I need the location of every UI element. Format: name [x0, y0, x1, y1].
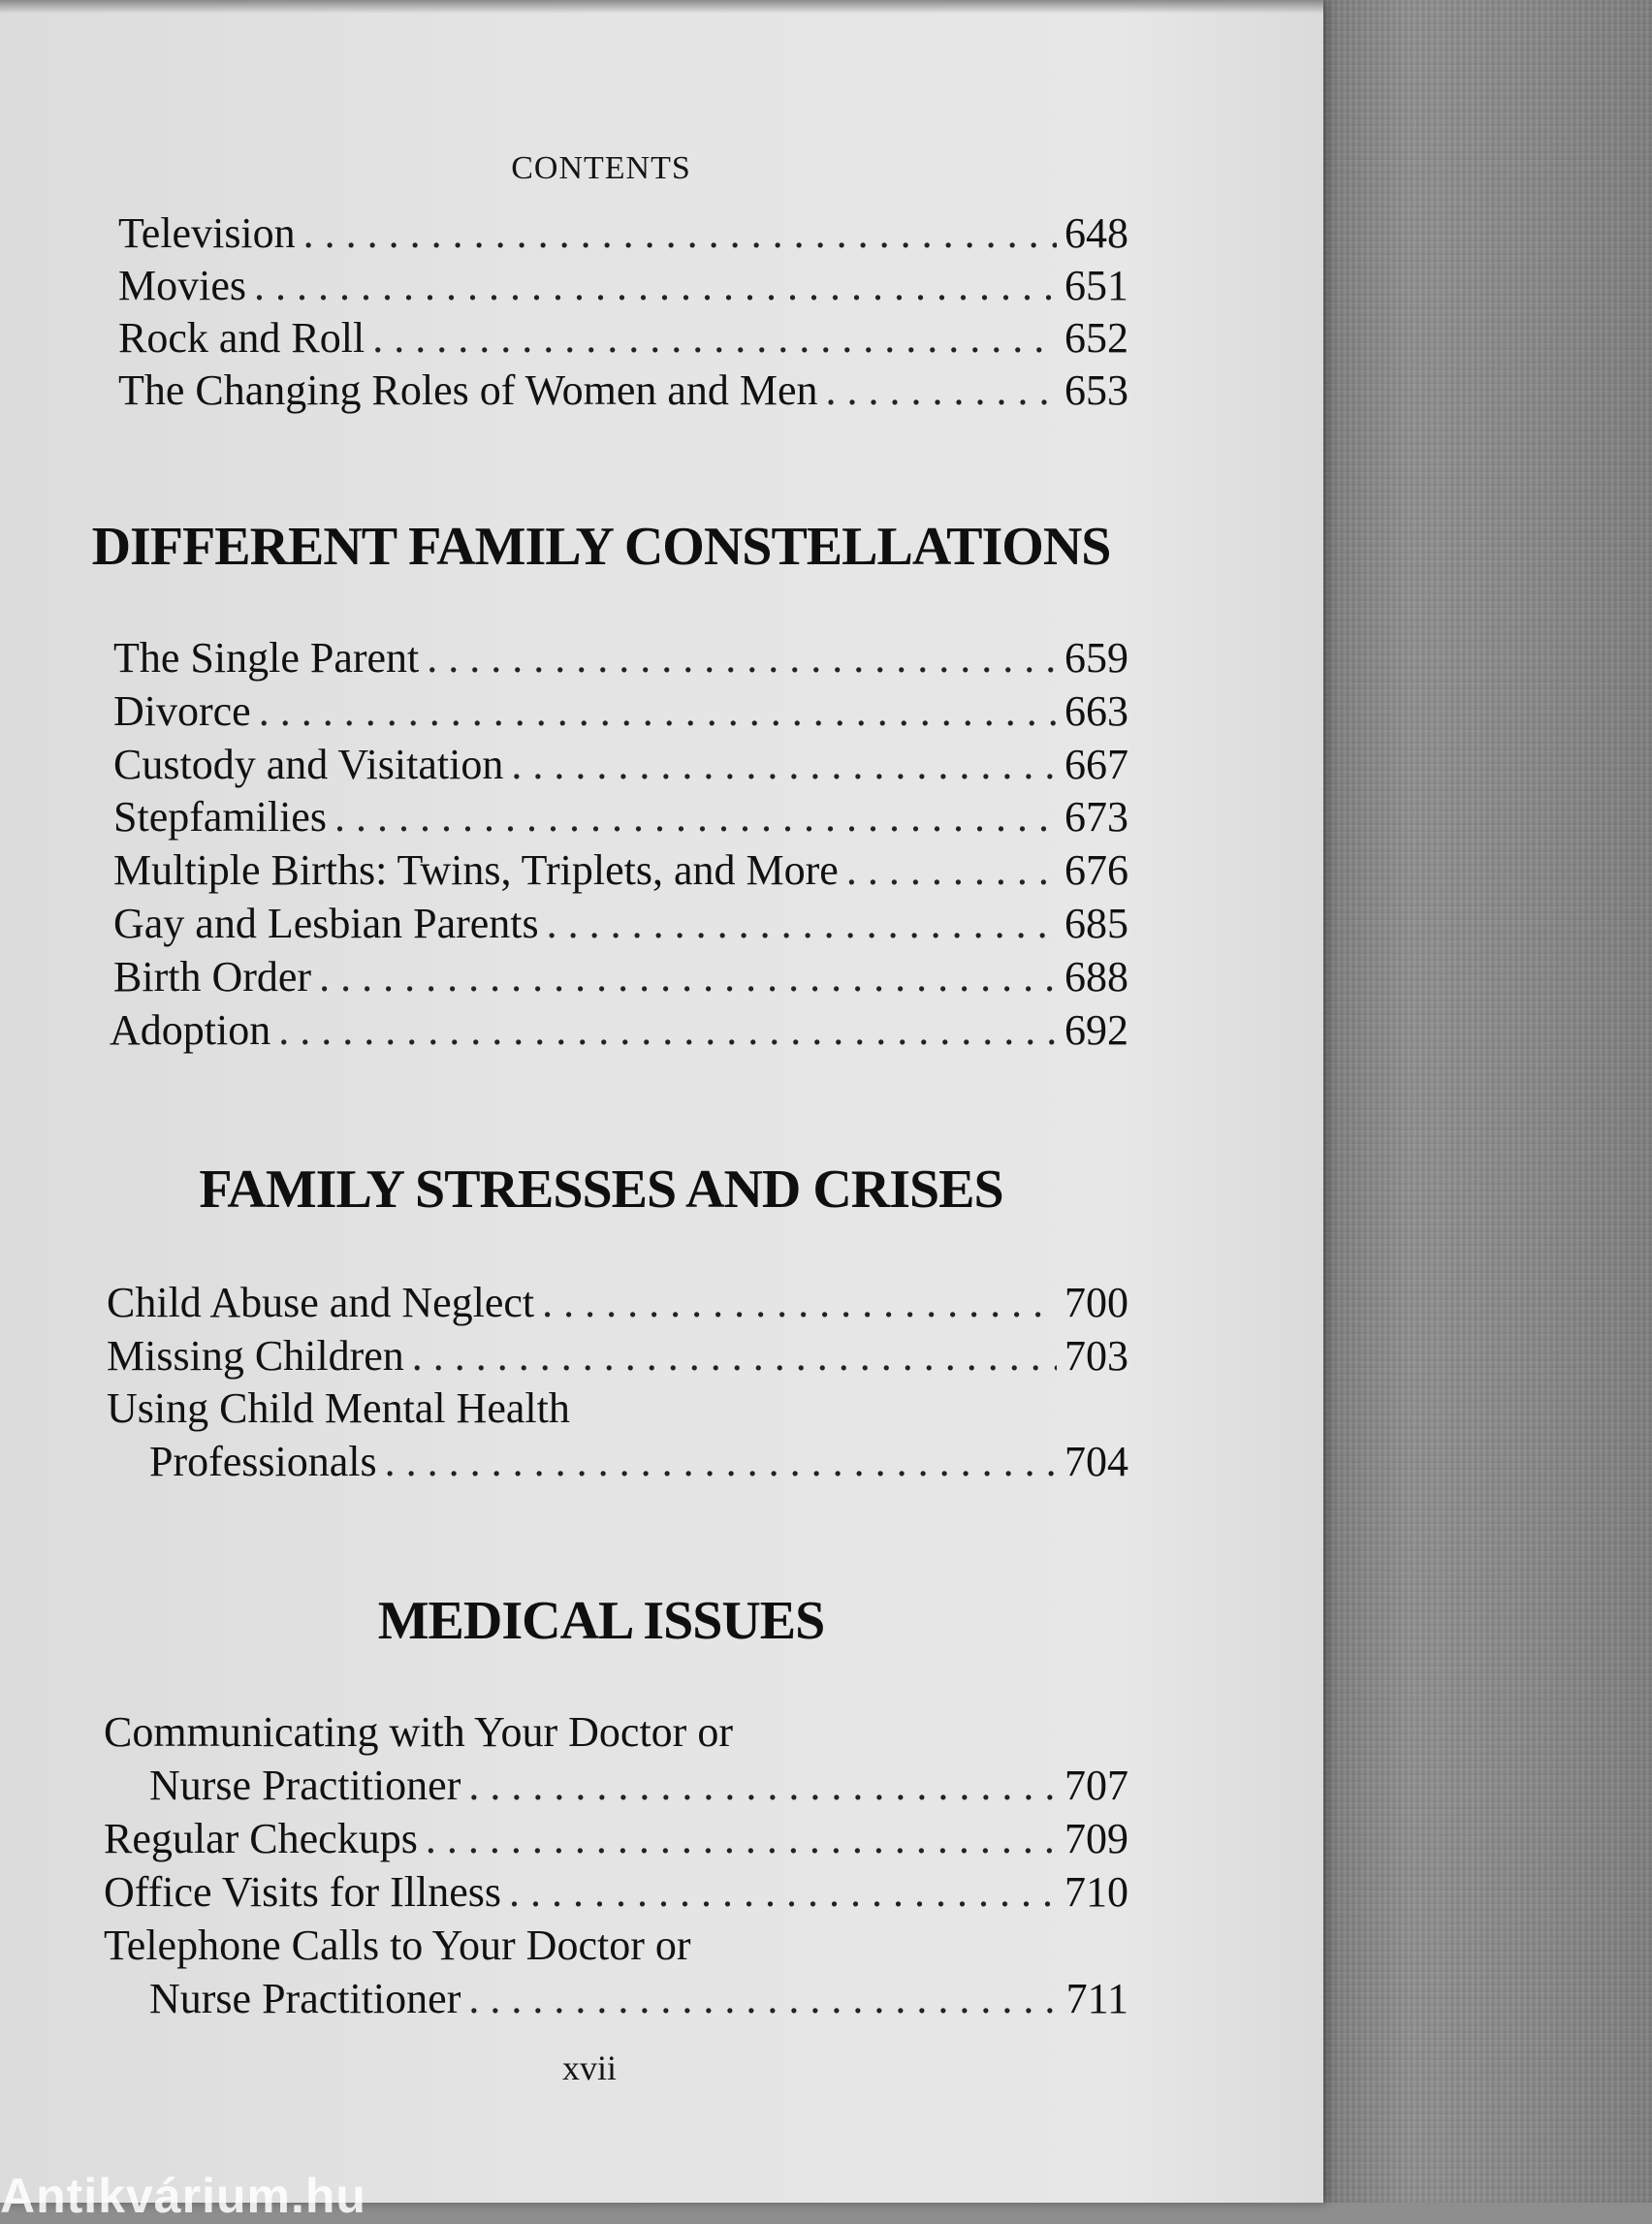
dot-leader — [254, 261, 1057, 310]
toc-entry-title: Professionals — [149, 1438, 377, 1485]
toc-entry-page: 652 — [1064, 314, 1128, 362]
dot-leader — [259, 686, 1057, 736]
toc-entry-page: 667 — [1064, 741, 1128, 788]
toc-entry-title: Regular Checkups — [104, 1815, 418, 1862]
toc-entry-telephone-line1: Telephone Calls to Your Doctor or — [104, 1922, 691, 1969]
dot-leader — [511, 740, 1057, 789]
toc-entry-page: 707 — [1064, 1762, 1128, 1809]
toc-entry-gay-lesbian-parents — [113, 899, 1128, 951]
toc-entry-communicating-line1: Communicating with Your Doctor or — [104, 1708, 733, 1756]
toc-entry-custody — [113, 740, 1128, 792]
section-title-medical-issues: MEDICAL ISSUES — [377, 1591, 825, 1651]
toc-entry-page: 659 — [1064, 634, 1128, 682]
toc-entry-page: 692 — [1064, 1006, 1128, 1054]
toc-entry-missing-children — [107, 1331, 1128, 1383]
toc-entry-title: Office Visits for Illness — [104, 1868, 502, 1916]
toc-entry-telephone — [149, 1974, 1128, 2026]
toc-entry-office-visits — [104, 1867, 1128, 1920]
toc-entry-title: The Changing Roles of Women and Men — [118, 366, 818, 414]
dot-leader — [427, 633, 1057, 683]
dot-leader — [412, 1331, 1057, 1381]
toc-entry-regular-checkups — [104, 1814, 1128, 1866]
toc-entry-title: Child Abuse and Neglect — [107, 1279, 535, 1326]
dot-leader — [547, 899, 1057, 948]
dot-leader — [426, 1814, 1057, 1863]
dot-leader — [334, 792, 1057, 842]
dot-leader — [385, 1437, 1057, 1486]
toc-entry-title: Stepfamilies — [113, 793, 327, 841]
toc-entry-page: 673 — [1064, 793, 1128, 841]
page-folio: xvii — [561, 2049, 617, 2087]
section-title-family-stresses: FAMILY STRESSES AND CRISES — [199, 1160, 1003, 1220]
dot-leader — [278, 1005, 1057, 1055]
toc-entry-title: Nurse Practitioner — [149, 1975, 461, 2022]
toc-entry-page: 710 — [1064, 1868, 1128, 1916]
toc-entry-title: Missing Children — [107, 1332, 404, 1380]
toc-entry-title: Divorce — [113, 687, 251, 735]
toc-entry-birth-order — [113, 952, 1128, 1004]
toc-entry-page: 704 — [1064, 1438, 1128, 1485]
toc-entry-page: 688 — [1064, 953, 1128, 1001]
toc-entry-title: Adoption — [110, 1006, 271, 1054]
dot-leader — [303, 208, 1057, 258]
section-title-family-constellations: DIFFERENT FAMILY CONSTELLATIONS — [91, 517, 1111, 577]
toc-entry-page: 703 — [1064, 1332, 1128, 1380]
dot-leader — [509, 1867, 1057, 1917]
dot-leader — [846, 845, 1057, 895]
dot-leader — [468, 1974, 1058, 2023]
toc-entry-title: Television — [118, 209, 296, 257]
toc-entry-page: 651 — [1064, 262, 1128, 309]
toc-entry-title: Gay and Lesbian Parents — [113, 900, 539, 947]
toc-entry-multiple-births — [113, 845, 1128, 898]
toc-entry-single-parent — [113, 633, 1128, 685]
toc-entry-title: Nurse Practitioner — [149, 1762, 461, 1809]
toc-entry-page: 700 — [1064, 1279, 1128, 1326]
dot-leader — [319, 952, 1057, 1001]
toc-entry-page: 648 — [1064, 209, 1128, 257]
toc-entry-page: 709 — [1064, 1815, 1128, 1862]
toc-entry-page: 711 — [1065, 1975, 1128, 2022]
toc-entry-page: 653 — [1064, 366, 1128, 414]
page-top-shadow — [0, 0, 1323, 14]
toc-entry-title: Rock and Roll — [118, 314, 365, 362]
toc-entry-title: Birth Order — [113, 953, 312, 1001]
toc-entry-rock-and-roll — [118, 313, 1128, 365]
toc-entry-mental-health — [149, 1437, 1128, 1489]
toc-entry-stepfamilies — [113, 792, 1128, 844]
toc-entry-movies — [118, 261, 1128, 313]
toc-entry-title: Movies — [118, 262, 246, 309]
toc-entry-title: The Single Parent — [113, 634, 420, 682]
dot-leader — [468, 1761, 1057, 1810]
toc-entry-title: Multiple Births: Twins, Triplets, and More — [113, 846, 839, 894]
toc-entry-child-abuse — [107, 1278, 1128, 1330]
toc-entry-title: Custody and Visitation — [113, 741, 504, 788]
toc-entry-changing-roles — [118, 365, 1128, 418]
dot-leader — [826, 365, 1057, 415]
toc-entry-television — [118, 208, 1128, 261]
dot-leader — [542, 1278, 1057, 1327]
toc-entry-communicating — [149, 1761, 1128, 1813]
toc-entry-page: 676 — [1064, 846, 1128, 894]
toc-entry-adoption — [110, 1005, 1128, 1058]
toc-entry-divorce — [113, 686, 1128, 739]
toc-entry-mental-health-line1: Using Child Mental Health — [107, 1384, 570, 1432]
toc-entry-page: 685 — [1064, 900, 1128, 947]
watermark: Antikvárium.hu — [0, 2169, 366, 2223]
dot-leader — [372, 313, 1057, 363]
toc-entry-page: 663 — [1064, 687, 1128, 735]
running-head: CONTENTS — [511, 150, 691, 186]
backdrop-surface — [1309, 0, 1652, 2203]
